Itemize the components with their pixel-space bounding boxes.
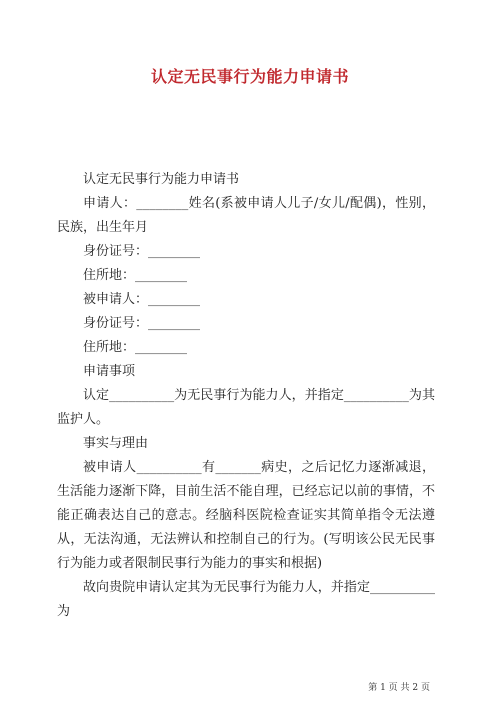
applicant-address-line: 住所地：________ <box>83 268 188 283</box>
body-heading: 认定无民事行为能力申请书 <box>83 172 240 187</box>
request-items-heading: 申请事项 <box>83 364 136 379</box>
page-number: 第 1 页 共 2 页 <box>368 683 430 693</box>
request-items-text: 认定__________为无民事行为能力人，并指定__________为其监护人。 <box>57 388 435 427</box>
applicant-line: 申请人：________姓名(系被申请人儿子/女儿/配偶)，性别，民族，出生年月 <box>57 196 435 235</box>
document-title: 认定无民事行为能力申请书 <box>150 67 349 86</box>
facts-reasons-text: 被申请人__________有_______病史，之后记忆力逐渐减退，生活能力逐渐下降，目前生活不能自理，已经忘记以前的事情，不能正确表达自己的意志。经脑科医院检查证实其简单指令无法遵从，无法沟通，无法辨认和控制自己的行为。(写明该公民无民事行为能力或者限制民事行为能力的事实和根据) <box>57 460 435 571</box>
respondent-address-line: 住所地：________ <box>83 340 188 355</box>
facts-reasons-heading: 事实与理由 <box>83 436 149 451</box>
respondent-line: 被申请人：________ <box>83 292 201 307</box>
applicant-id-line: 身份证号：________ <box>83 244 201 259</box>
document-body <box>57 168 435 624</box>
conclusion-text: 故向贵院申请认定其为无民事行为能力人，并指定__________为 <box>57 580 435 619</box>
respondent-id-line: 身份证号：________ <box>83 316 201 331</box>
